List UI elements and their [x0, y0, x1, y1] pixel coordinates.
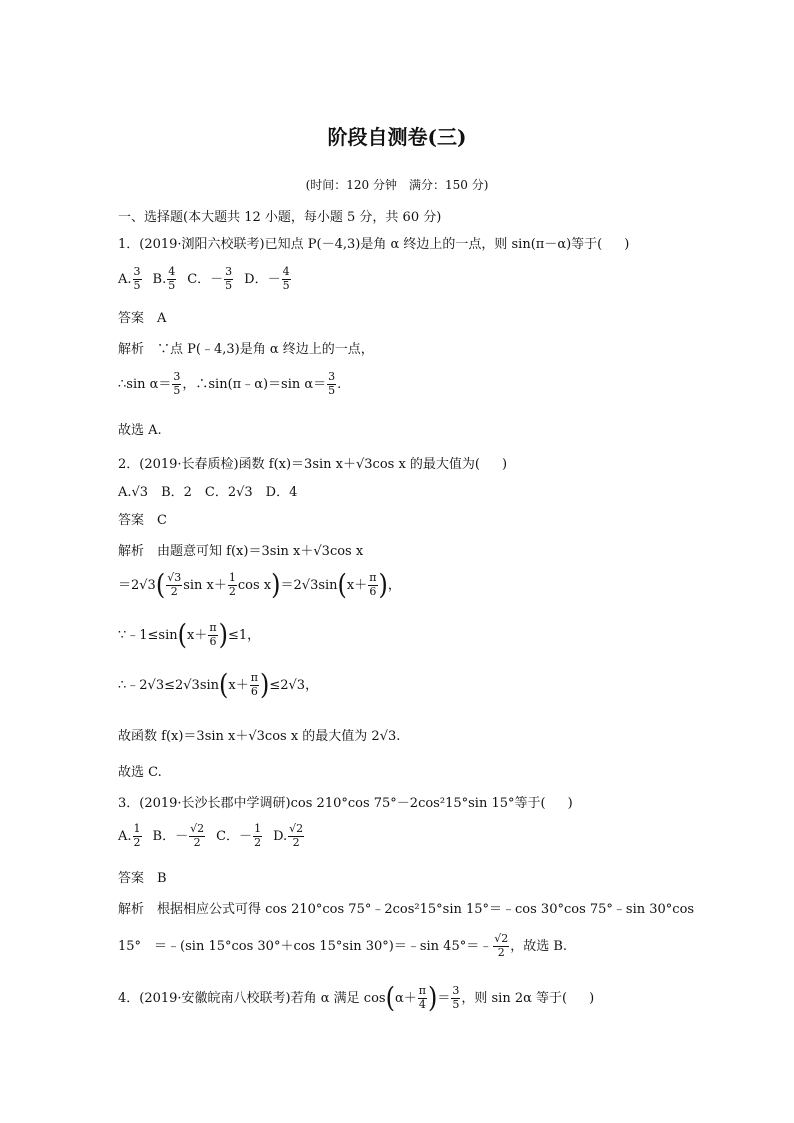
- fraction: $\frac{\pi}{6}$: [209, 621, 217, 648]
- fraction: $\frac{\pi}{4}$: [418, 984, 426, 1011]
- q1-conclusion: 故选 A.: [118, 423, 162, 438]
- fraction: $\frac{√2}{2}$: [289, 822, 304, 849]
- fraction: $\frac{√2}{2}$: [190, 822, 205, 849]
- fraction: $\frac{1}{2}$: [254, 822, 262, 849]
- q3-answer: 答案 B: [118, 871, 167, 886]
- q2-analysis-line4: ∴﹣2√3≤2√3sin ( x＋ $\frac{\pi}{6}$ ) ≤2√3，: [118, 669, 319, 702]
- q1-stem: 1．(2019·浏阳六校联考)已知点 P(－4,3)是角 α 终边上的一点，则 sin(π－α)等于(: [118, 237, 603, 252]
- q1-options: A. $\frac{3}{5}$ B. $\frac{4}{5}$ C．－ $\frac{3}{5}$ D．－ $\frac{4}{5}$: [118, 265, 290, 292]
- fraction: $\frac{4}{5}$: [282, 265, 290, 292]
- fraction: $\frac{3}{5}$: [173, 370, 181, 397]
- fraction: $\frac{1}{2}$: [133, 822, 141, 849]
- question-2: 2．(2019·长春质检)函数 f(x)＝3sin x＋√3cos x 的最大值为( ): [118, 457, 508, 472]
- fraction: $\frac{3}{5}$: [452, 984, 460, 1011]
- fraction: $\frac{√2}{2}$: [494, 932, 509, 959]
- q2-analysis: 解析 由题意可知 f(x)＝3sin x＋√3cos x: [118, 544, 364, 559]
- fraction: $\frac{√3}{2}$: [167, 571, 182, 598]
- fraction: $\frac{\pi}{6}$: [250, 671, 258, 698]
- page-title: 阶段自测卷(三): [327, 125, 467, 149]
- question-3: 3．(2019·长沙长郡中学调研)cos 210°cos 75°－2cos²15°sin 15°等于( ): [118, 796, 573, 811]
- q1-answer: 答案 A: [118, 311, 167, 326]
- question-4: 4．(2019·安徽皖南八校联考)若角 α 满足 cos ( α＋ $\frac{\pi}{4}$ ) ＝ $\frac{3}{5}$ ，则 sin 2α 等于( ): [118, 982, 595, 1015]
- q2-conclusion: 故选 C.: [118, 765, 162, 780]
- fraction: $\frac{3}{5}$: [133, 265, 141, 292]
- fraction: $\frac{1}{2}$: [228, 571, 236, 598]
- section-heading: 一、选择题(本大题共 12 小题，每小题 5 分，共 60 分): [118, 210, 442, 225]
- exam-meta: (时间：120 分钟 满分：150 分): [305, 178, 489, 192]
- question-1: 1．(2019·浏阳六校联考)已知点 P(－4,3)是角 α 终边上的一点，则 sin(π－α)等于( ): [118, 237, 630, 252]
- q2-analysis-line2: ＝2√3 ( $\frac{√3}{2}$ sin x＋ $\frac{1}{2}$ cos x ) ＝2√3sin ( x＋ $\frac{\pi}{6}$ ) ，: [118, 569, 401, 602]
- q2-analysis-line3: ∵﹣1≤sin ( x＋ $\frac{\pi}{6}$ ) ≤1，: [118, 619, 261, 652]
- fraction: $\frac{3}{5}$: [225, 265, 233, 292]
- fraction: $\frac{4}{5}$: [168, 265, 176, 292]
- fraction: $\frac{\pi}{6}$: [369, 571, 377, 598]
- q3-options: A. $\frac{1}{2}$ B．－ $\frac{√2}{2}$ C．－ $\frac{1}{2}$ D. $\frac{√2}{2}$: [118, 822, 304, 849]
- q3-analysis: 解析 根据相应公式可得 cos 210°cos 75°﹣2cos²15°sin 15°＝﹣cos 30°cos 75°﹣sin 30°cos: [118, 902, 695, 917]
- fraction: $\frac{3}{5}$: [328, 370, 336, 397]
- q1-analysis: 解析 ∵点 P(﹣4,3)是角 α 终边上的一点，: [118, 342, 374, 357]
- q2-analysis-line5: 故函数 f(x)＝3sin x＋√3cos x 的最大值为 2√3.: [118, 729, 401, 744]
- q3-analysis-line2: 15° ＝﹣(sin 15°cos 30°＋cos 15°sin 30°)＝﹣sin 45°＝﹣ $\frac{√2}{2}$ ，故选 B.: [118, 932, 568, 959]
- q1-analysis-line2: ∴sin α＝ $\frac{3}{5}$ ，∴sin(π﹣α)＝sin α＝ $\frac{3}{5}$ .: [118, 370, 342, 397]
- q2-options: A.√3 B．2 C．2√3 D．4: [118, 485, 298, 500]
- q2-answer: 答案 C: [118, 513, 167, 528]
